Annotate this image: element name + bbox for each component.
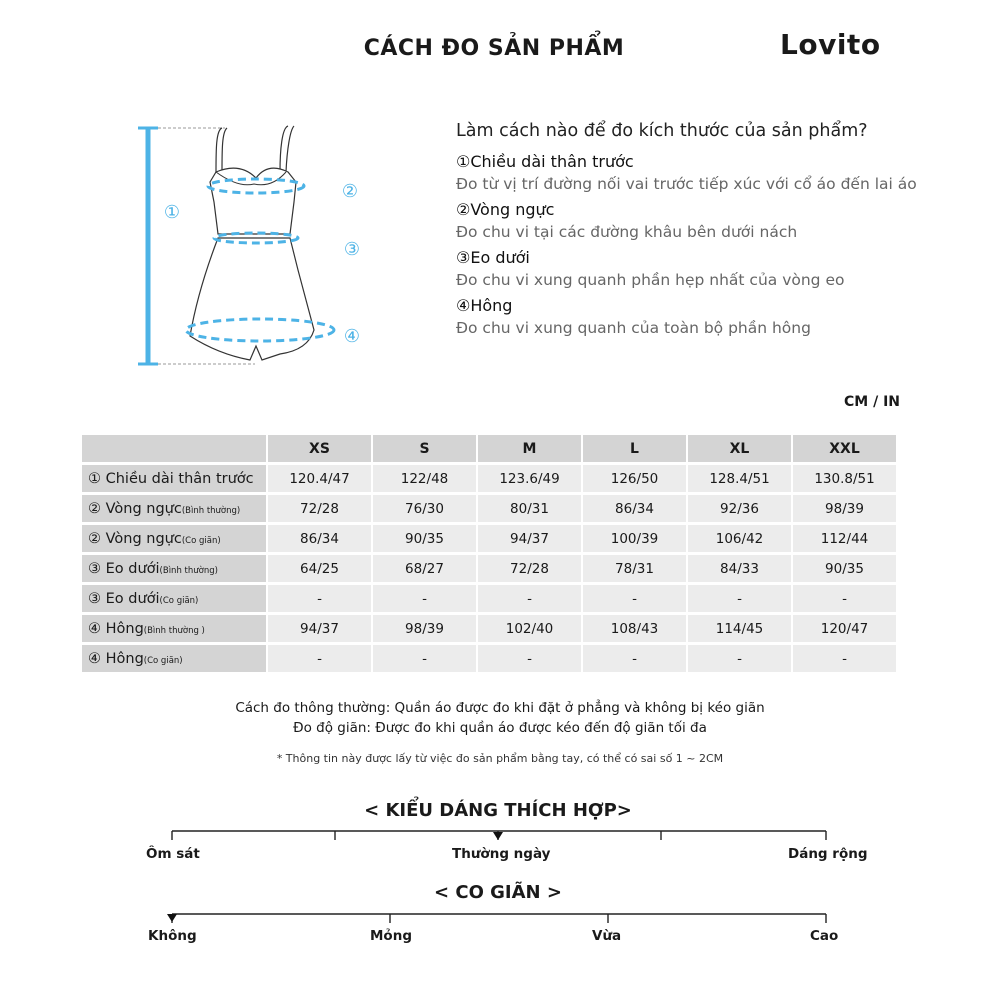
page-title: CÁCH ĐO SẢN PHẨM bbox=[363, 36, 625, 61]
fit-label-loose: Dáng rộng bbox=[788, 846, 868, 862]
table-cell: 108/43 bbox=[583, 615, 686, 642]
table-cell: - bbox=[478, 645, 581, 672]
table-header-row bbox=[82, 435, 896, 462]
table-cell: 120.4/47 bbox=[268, 465, 371, 492]
table-cell: 123.6/49 bbox=[478, 465, 581, 492]
table-cell: 120/47 bbox=[793, 615, 896, 642]
table-cell: - bbox=[583, 585, 686, 612]
size-table bbox=[80, 432, 898, 675]
table-cell: 98/39 bbox=[793, 495, 896, 522]
size-header: XS bbox=[268, 435, 371, 462]
table-cell: 72/28 bbox=[478, 555, 581, 582]
stretch-label-high: Cao bbox=[810, 928, 839, 944]
marker-1: ① bbox=[163, 202, 181, 223]
table-cell: - bbox=[478, 585, 581, 612]
size-header: M bbox=[478, 435, 581, 462]
stretch-label-thin: Mỏng bbox=[370, 928, 412, 944]
howto-desc-1: Đo từ vị trí đường nối vai trước tiếp xúc với cổ áo đến lai áo bbox=[456, 175, 917, 193]
fit-selected-indicator bbox=[493, 832, 503, 840]
table-cell: 64/25 bbox=[268, 555, 371, 582]
row-label: ① Chiều dài thân trước bbox=[82, 465, 266, 492]
table-corner bbox=[82, 435, 266, 462]
stretch-label-medium: Vừa bbox=[592, 928, 622, 944]
howto-desc-3: Đo chu vi xung quanh phần hẹp nhất của vòng eo bbox=[456, 271, 845, 289]
table-cell: - bbox=[268, 585, 371, 612]
table-cell: - bbox=[793, 585, 896, 612]
howto-desc-2: Đo chu vi tại các đường khâu bên dưới nách bbox=[456, 223, 798, 241]
row-label: ④ Hông(Bình thường ) bbox=[82, 615, 266, 642]
howto-desc-4: Đo chu vi xung quanh của toàn bộ phần hông bbox=[456, 319, 811, 337]
table-cell: 102/40 bbox=[478, 615, 581, 642]
garment-diagram bbox=[130, 110, 380, 380]
table-cell: 128.4/51 bbox=[688, 465, 791, 492]
marker-3: ③ bbox=[343, 239, 361, 260]
howto-heading-3: ③Eo dưới bbox=[456, 248, 530, 267]
marker-4: ④ bbox=[343, 326, 361, 347]
brand-logo: Lovito bbox=[780, 28, 881, 61]
table-cell: 92/36 bbox=[688, 495, 791, 522]
table-cell: 122/48 bbox=[373, 465, 476, 492]
row-label: ④ Hông(Co giãn) bbox=[82, 645, 266, 672]
stretch-title: < CO GIÃN > bbox=[434, 882, 562, 903]
fit-label-tight: Ôm sát bbox=[146, 846, 200, 862]
size-header: XL bbox=[688, 435, 791, 462]
howto-question: Làm cách nào để đo kích thước của sản phẩm? bbox=[456, 121, 868, 141]
table-cell: 126/50 bbox=[583, 465, 686, 492]
table-cell: 130.8/51 bbox=[793, 465, 896, 492]
note-normal: Cách đo thông thường: Quần áo được đo khi đặt ở phẳng và không bị kéo giãn bbox=[235, 700, 765, 716]
size-header: S bbox=[373, 435, 476, 462]
table-cell: 94/37 bbox=[478, 525, 581, 552]
row-label: ③ Eo dưới(Co giãn) bbox=[82, 585, 266, 612]
table-row bbox=[82, 525, 896, 552]
stretch-label-none: Không bbox=[148, 928, 197, 944]
table-cell: 78/31 bbox=[583, 555, 686, 582]
table-cell: - bbox=[583, 645, 686, 672]
table-cell: 84/33 bbox=[688, 555, 791, 582]
table-cell: 76/30 bbox=[373, 495, 476, 522]
table-cell: 106/42 bbox=[688, 525, 791, 552]
table-row bbox=[82, 645, 896, 672]
table-cell: 112/44 bbox=[793, 525, 896, 552]
table-cell: 100/39 bbox=[583, 525, 686, 552]
table-row bbox=[82, 465, 896, 492]
howto-heading-1: ①Chiều dài thân trước bbox=[456, 152, 634, 171]
table-row bbox=[82, 615, 896, 642]
table-cell: 72/28 bbox=[268, 495, 371, 522]
fit-title: < KIỂU DÁNG THÍCH HỢP> bbox=[364, 800, 632, 821]
fit-label-casual: Thường ngày bbox=[452, 846, 551, 862]
row-label: ③ Eo dưới(Bình thường) bbox=[82, 555, 266, 582]
table-cell: 68/27 bbox=[373, 555, 476, 582]
table-cell: 90/35 bbox=[373, 525, 476, 552]
table-cell: - bbox=[688, 645, 791, 672]
row-label: ② Vòng ngực(Co giãn) bbox=[82, 525, 266, 552]
table-cell: 90/35 bbox=[793, 555, 896, 582]
size-header: L bbox=[583, 435, 686, 462]
table-cell: - bbox=[688, 585, 791, 612]
size-header: XXL bbox=[793, 435, 896, 462]
table-row bbox=[82, 555, 896, 582]
how-to-measure bbox=[456, 116, 956, 339]
table-cell: 80/31 bbox=[478, 495, 581, 522]
row-label: ② Vòng ngực(Bình thường) bbox=[82, 495, 266, 522]
table-cell: - bbox=[793, 645, 896, 672]
units-label: CM / IN bbox=[844, 394, 900, 410]
measurement-notes bbox=[0, 698, 1000, 738]
table-cell: - bbox=[373, 585, 476, 612]
howto-heading-4: ④Hông bbox=[456, 296, 513, 315]
table-cell: 114/45 bbox=[688, 615, 791, 642]
note-stretch: Đo độ giãn: Được đo khi quần áo được kéo đến độ giãn tối đa bbox=[293, 720, 707, 736]
howto-heading-2: ②Vòng ngực bbox=[456, 200, 555, 219]
table-cell: 98/39 bbox=[373, 615, 476, 642]
marker-2: ② bbox=[341, 181, 359, 202]
table-cell: 86/34 bbox=[583, 495, 686, 522]
stretch-selected-indicator bbox=[167, 914, 177, 922]
table-cell: - bbox=[373, 645, 476, 672]
table-cell: 94/37 bbox=[268, 615, 371, 642]
table-cell: - bbox=[268, 645, 371, 672]
disclaimer: * Thông tin này được lấy từ việc đo sản phẩm bằng tay, có thể có sai số 1 ~ 2CM bbox=[276, 752, 724, 765]
table-row bbox=[82, 495, 896, 522]
table-row bbox=[82, 585, 896, 612]
table-cell: 86/34 bbox=[268, 525, 371, 552]
